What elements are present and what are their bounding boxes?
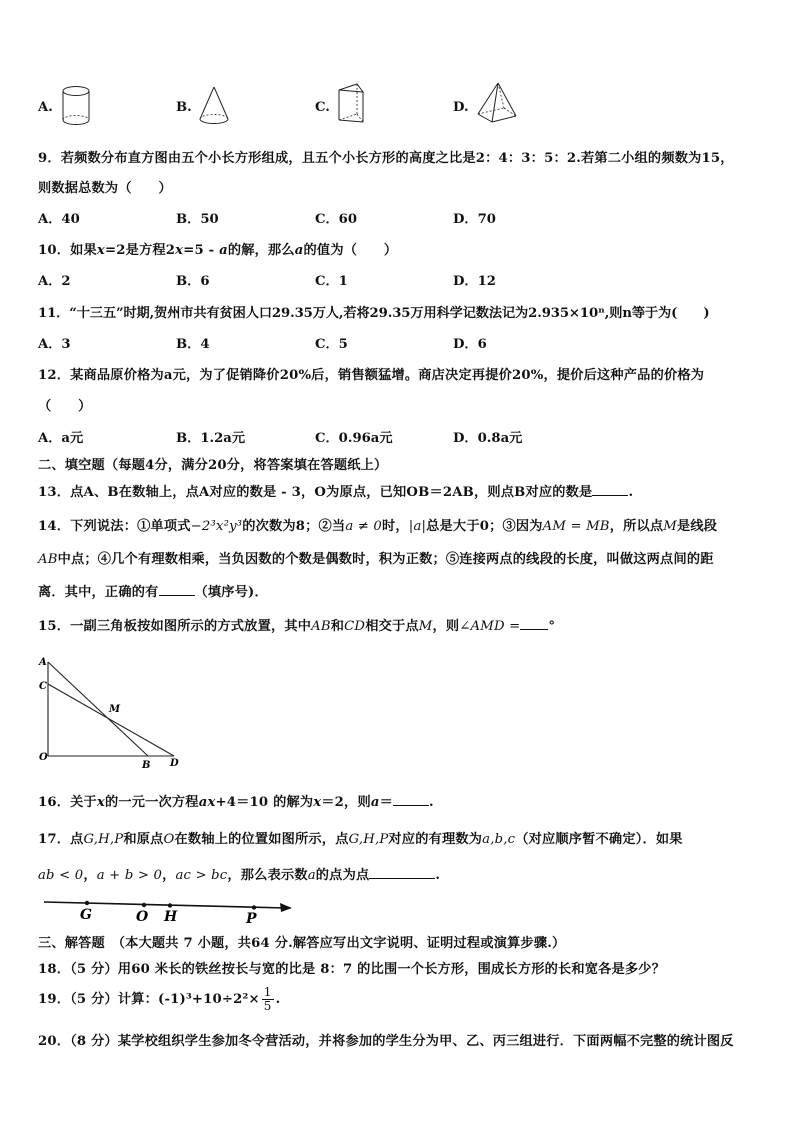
q17-p6: ，那么表示数 (227, 868, 308, 883)
number-line-figure (40, 893, 300, 927)
q15-stem (38, 615, 555, 634)
q15-cd: CD (344, 619, 366, 634)
q16-p2: 的一元一次方程 (104, 795, 199, 810)
q14-absval: |a| (408, 519, 427, 534)
q16-a: a (370, 795, 380, 810)
q12-line1: 12．某商品原价格为a元，为了促销降价20%后，销售额猛增。商店决定再提价20%，提价后这种产品的价格为 (38, 368, 705, 383)
q17-p4: 对应的有理数为 (388, 832, 483, 847)
q16-p4: ＝2，则 (321, 795, 371, 810)
q9-option-d: D．70 (453, 212, 496, 227)
q9-option-b: B．50 (176, 212, 219, 227)
q15-answer-blank[interactable] (520, 617, 548, 630)
q17-line1 (38, 828, 683, 847)
q17-end: . (435, 868, 441, 883)
q10-option-d: D．12 (453, 274, 496, 289)
q15-label-a: A (39, 657, 47, 668)
q15-p2: 和 (330, 619, 345, 634)
q14-line1 (38, 515, 717, 534)
q15-p4: ，则 (432, 619, 460, 634)
q16-p3: +4＝10 的解为 (215, 795, 314, 810)
q11-option-b: B．4 (176, 337, 210, 352)
q15-m: M (418, 619, 433, 634)
q13-end: . (628, 485, 634, 500)
q16-stem (38, 791, 434, 810)
q14-line3b: （填序号)． (194, 585, 268, 600)
q12-option-d: D．0.8a元 (453, 431, 523, 446)
q14-p5: ，所以点 (609, 519, 664, 534)
q8-option-c-label: C. (315, 100, 330, 115)
q14-p4: 总是大于0；③因为 (426, 519, 543, 534)
q14-line2-text: 中点；④几个有理数相乘，当负因数的个数是偶数时，积为正数；⑤连接两点的线段的长度，叫做这两点间的距 (57, 552, 714, 567)
q20-stem: 20．（8 分）某学校组织学生参加冬令营活动，并将参加的学生分为甲、乙、丙三组进行．下面两幅不完整的统计图反 (38, 1034, 734, 1049)
q15-label-c: C (39, 681, 47, 692)
q14-monomial: −2³x²y³ (190, 519, 243, 534)
q12-option-a: A．a元 (38, 431, 84, 446)
q16-ax: ax (198, 795, 216, 810)
q10-mid2: =5 - (183, 243, 220, 258)
q10-prefix: 10．如果 (38, 243, 97, 258)
q10-option-c: C．1 (315, 274, 348, 289)
axis-label-g: G (80, 907, 92, 923)
q12-line2: （ ） (38, 399, 92, 414)
q17-origin: O (163, 832, 175, 847)
q13-stem (38, 481, 633, 500)
q14-line3 (38, 581, 268, 600)
axis-label-h: H (164, 909, 178, 925)
q15-p1: 15．一副三角板按如图所示的方式放置，其中 (38, 619, 312, 634)
q15-label-m: M (109, 704, 121, 715)
q12-option-b: B．1.2a元 (176, 431, 246, 446)
q9-line2: 则数据总数为（ ） (38, 181, 172, 196)
q10-option-b: B．6 (176, 274, 210, 289)
q8-option-a-label: A. (38, 100, 53, 115)
q17-sep2: ， (162, 868, 176, 883)
q14-segment-ab: AB (38, 552, 58, 567)
q13-text: 13．点A、B在数轴上，点A对应的数是 - 3，O为原点，已知OB＝2AB，则点B对应的数是 (38, 485, 593, 500)
q11-stem: 11．“十三五”时期,贺州市共有贫困人口29.35万人,若将29.35万用科学记数法记为2.935×10ⁿ,则n等于为( ) (38, 306, 710, 321)
q18-stem: 18．（5 分）用60 米长的铁丝按长与宽的比是 8：7 的比围一个长方形，围成长方形的长和宽各是多少？ (38, 962, 666, 977)
q17-answer-blank[interactable] (369, 866, 435, 879)
q8-option-b-label: B. (176, 100, 192, 115)
q16-p1: 16．关于 (38, 795, 97, 810)
q10-suffix: 的值为（ ） (303, 243, 398, 258)
q13-answer-blank[interactable] (592, 483, 628, 496)
q19-end: . (275, 992, 281, 1007)
q12-option-c: C．0.96a元 (315, 431, 393, 446)
q15-label-d: D (170, 758, 179, 769)
q15-label-o: O (39, 752, 48, 763)
triangle-boards-figure (36, 652, 186, 774)
q15-label-b: B (142, 760, 151, 771)
q16-p5: ＝ (379, 795, 393, 810)
q14-p2: 的次数为8；②当 (242, 519, 346, 534)
cylinder-figure (58, 84, 94, 128)
section2-title: 二、填空题（每题4分，满分20分，将答案填在答题纸上） (38, 458, 388, 473)
q14-point-m: M (663, 519, 677, 534)
axis-label-o: O (136, 909, 149, 925)
q10-var-x: x (96, 243, 105, 258)
q8-option-d-label: D. (453, 100, 469, 115)
q19-fraction (262, 986, 274, 1013)
q17-sep1: ， (83, 868, 97, 883)
q11-option-d: D．6 (453, 337, 487, 352)
q19-text: 19．（5 分）计算：(-1)³+10÷2²× (38, 992, 260, 1007)
axis-label-p: P (246, 911, 257, 927)
q19-denominator: 5 (263, 999, 272, 1013)
q17-a: a (307, 868, 316, 883)
q10-var-x2: x (175, 243, 184, 258)
q19-numerator: 1 (263, 985, 272, 999)
q15-p3: 相交于点 (365, 619, 419, 634)
q11-option-c: C．5 (315, 337, 348, 352)
q17-p1: 17．点 (38, 832, 84, 847)
q16-x: x (96, 795, 105, 810)
section3-title: 三、解答题 （本大题共 7 小题，共64 分.解答应写出文字说明、证明过程或演算步骤.） (38, 936, 566, 951)
q17-points2: G,H,P (348, 832, 389, 847)
q17-cond2: a + b > 0 (96, 868, 163, 883)
q17-p2: 和原点 (123, 832, 164, 847)
q14-answer-blank[interactable] (159, 583, 195, 596)
q17-cond1: ab < 0 (38, 868, 84, 883)
q14-equation: AM = MB (542, 519, 610, 534)
q14-line2 (38, 548, 714, 567)
q14-p6: 是线段 (676, 519, 718, 534)
q9-option-a: A．40 (38, 212, 80, 227)
q17-p3: 在数轴上的位置如图所示，点 (174, 832, 349, 847)
q14-condition: a ≠ 0 (345, 519, 383, 534)
q14-p3: 时， (382, 519, 409, 534)
q17-points: G,H,P (83, 832, 124, 847)
q11-option-a: A．3 (38, 337, 71, 352)
q16-answer-blank[interactable] (393, 793, 429, 806)
q19-stem (38, 985, 280, 1025)
q15-angle: ∠AMD = (459, 619, 521, 634)
q16-x2: x (313, 795, 322, 810)
q16-end: . (428, 795, 434, 810)
q17-cond3: ac > bc (175, 868, 228, 883)
q14-p1: 14．下列说法：①单项式 (38, 519, 191, 534)
q10-mid1: =2是方程2 (104, 243, 176, 258)
cone-figure (196, 84, 232, 128)
q10-option-a: A．2 (38, 274, 71, 289)
q17-line2 (38, 864, 440, 883)
triangular-prism-figure (334, 80, 368, 128)
q15-ab: AB (311, 619, 331, 634)
q9-line1: 9．若频数分布直方图由五个小长方形组成，且五个小长方形的高度之比是2：4：3：5：2.若第二小组的频数为15， (38, 151, 734, 166)
q9-option-c: C．60 (315, 212, 358, 227)
q10-var-a: a (219, 243, 228, 258)
q17-values: a,b,c (482, 832, 516, 847)
q17-p7: 的点为点 (315, 868, 370, 883)
pyramid-figure (474, 80, 520, 128)
q10-stem (38, 239, 397, 258)
q14-line3a: 离．其中，正确的有 (38, 585, 159, 600)
q17-p5: （对应顺序暂不确定）．如果 (515, 832, 683, 847)
q10-var-a2: a (294, 243, 304, 258)
q10-mid3: 的解，那么 (227, 243, 295, 258)
q15-degree: ° (548, 619, 556, 634)
